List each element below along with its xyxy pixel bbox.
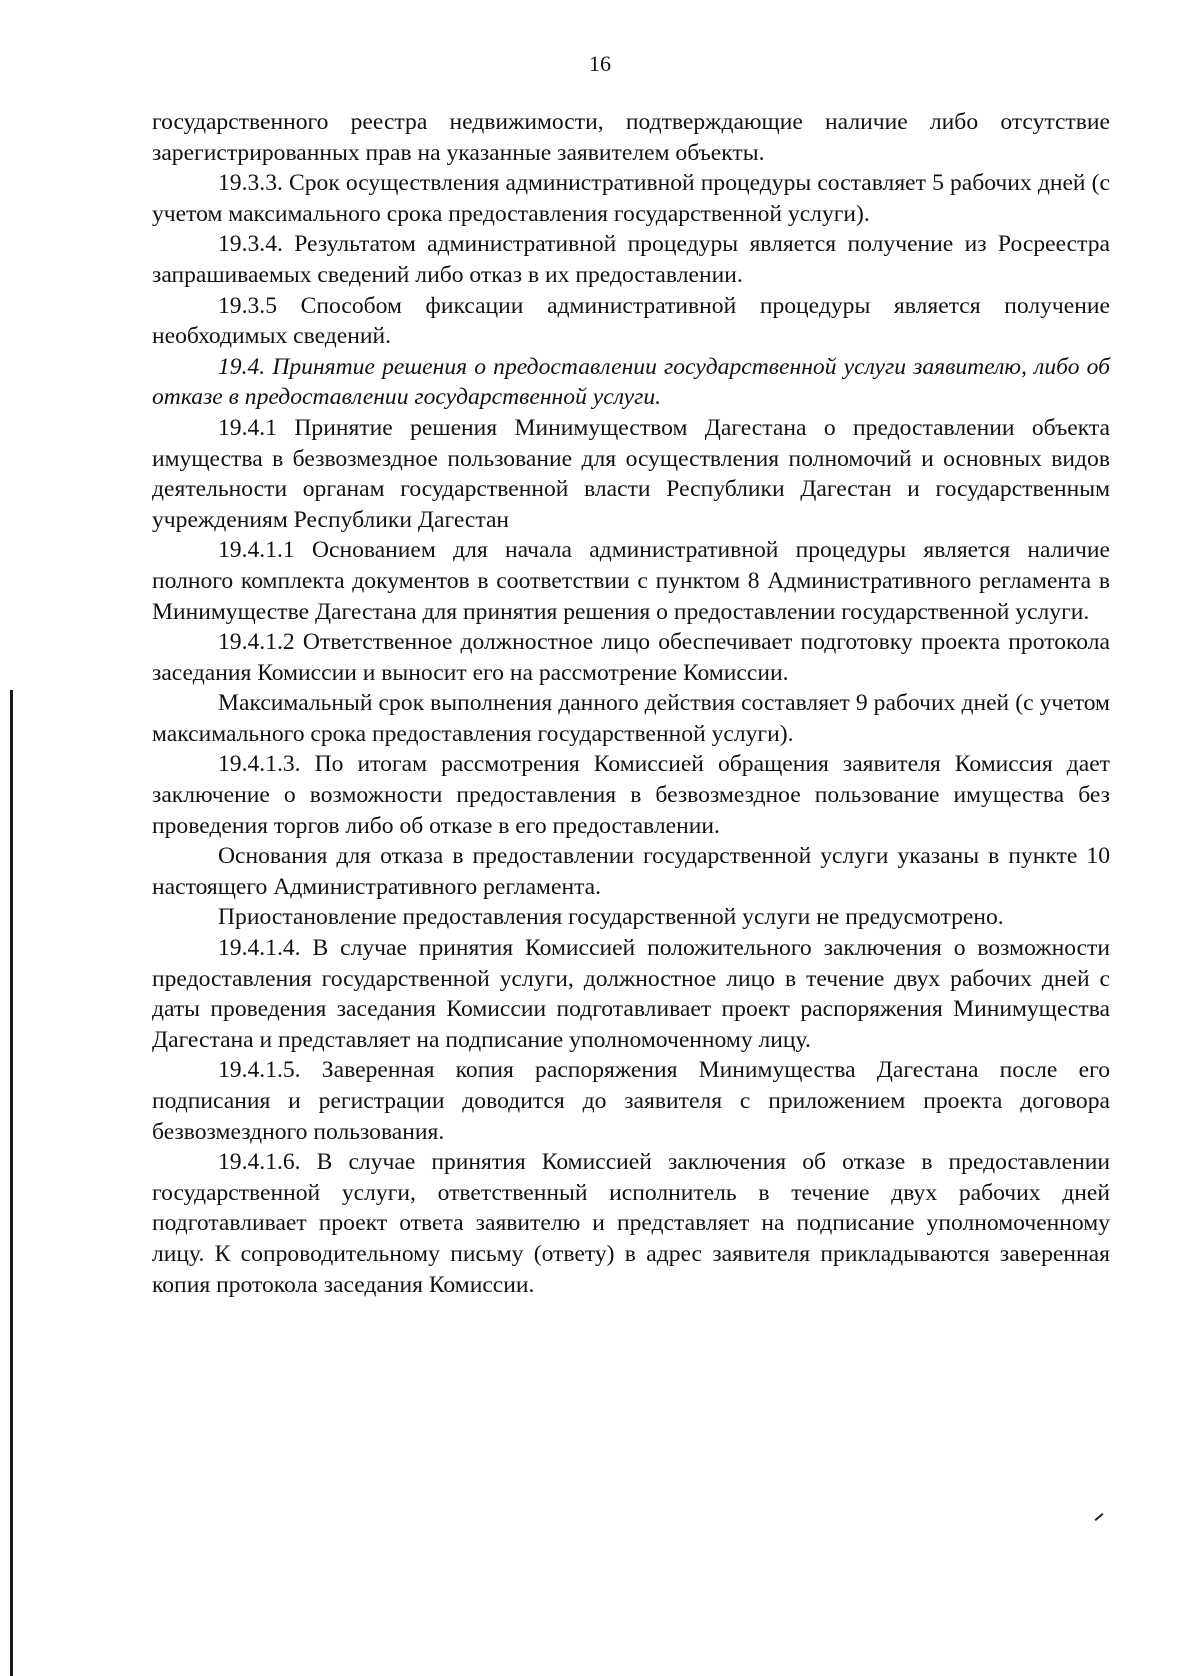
paragraph-19-4-1-3: 19.4.1.3. По итогам рассмотрения Комиссией обращения заявителя Комиссия дает заключение о возможности предоставления в безвозмездное пользование имущества без проведения торгов либо об отказе в его предоставлении.	[152, 751, 1110, 839]
paragraph-19-4-1-6: 19.4.1.6. В случае принятия Комиссией заключения об отказе в предоставлении государственной услуги, ответственный исполнитель в течение двух рабочих дней подготавливает проект ответа заявителю и представляет на подписание уполномоченному лицу. К сопроводительному письму (ответу) в адрес заявителя прикладываются заверенная копия протокола заседания Комиссии.	[152, 1149, 1110, 1298]
paragraph-19-4-1-2: 19.4.1.2 Ответственное должностное лицо обеспечивает подготовку проекта протокола заседания Комиссии и выносит его на рассмотрение Комиссии.	[152, 629, 1110, 686]
section-heading-19-4: 19.4. Принятие решения о предоставлении государственной услуги заявителю, либо об отказе в предоставлении государственной услуги.	[152, 353, 1110, 411]
paragraph-19-3-5: 19.3.5 Способом фиксации административной процедуры является получение необходимых сведений.	[152, 292, 1110, 350]
paragraph-max-term: Максимальный срок выполнения данного действия составляет 9 рабочих дней (с учетом максимального срока предоставления государственной услуги).	[152, 690, 1110, 747]
paragraph-refusal-grounds: Основания для отказа в предоставлении государственной услуги указаны в пункте 10 настоящего Административного регламента.	[152, 843, 1110, 900]
page-number: 16	[589, 51, 611, 76]
paragraph-19-4-1-4: 19.4.1.4. В случае принятия Комиссией положительного заключения о возможности предоставления государственной услуги, должностное лицо в течение двух рабочих дней с даты проведения заседания Комиссии подготавливает проект распоряжения Минимущества Дагестана и представляет на подписание уполномоченному лицу.	[152, 935, 1110, 1053]
paragraph-registry-continuation: государственного реестра недвижимости, подтверждающие наличие либо отсутствие зарегистрированных прав на указанные заявителем объекты.	[152, 109, 1110, 166]
paragraph-19-4-1-5: 19.4.1.5. Заверенная копия распоряжения Минимущества Дагестана после его подписания и регистрации доводится до заявителя с приложением проекта договора безвозмездного пользования.	[152, 1057, 1110, 1145]
document-body	[152, 107, 1110, 1300]
paragraph-19-3-4: 19.3.4. Результатом административной процедуры является получение из Росреестра запрашиваемых сведений либо отказ в их предоставлении.	[152, 231, 1110, 288]
paragraph-19-3-3: 19.3.3. Срок осуществления административной процедуры составляет 5 рабочих дней (с учетом максимального срока предоставления государственной услуги).	[152, 170, 1110, 227]
paragraph-19-4-1: 19.4.1 Принятие решения Минимуществом Дагестана о предоставлении объекта имущества в безвозмездное пользование для осуществления полномочий и основных видов деятельности органам государственной власти Республики Дагестан и государственным учреждениям Республики Дагестан	[152, 414, 1110, 533]
scan-edge-line	[10, 690, 13, 1676]
scan-artifact-mark	[1095, 1513, 1104, 1521]
paragraph-suspension: Приостановление предоставления государственной услуги не предусмотрено.	[218, 904, 1004, 931]
paragraph-19-4-1-1: 19.4.1.1 Основанием для начала административной процедуры является наличие полного комплекта документов в соответствии с пунктом 8 Административного регламента в Минимуществе Дагестана для принятия решения о предоставлении государственной услуги.	[152, 537, 1110, 625]
